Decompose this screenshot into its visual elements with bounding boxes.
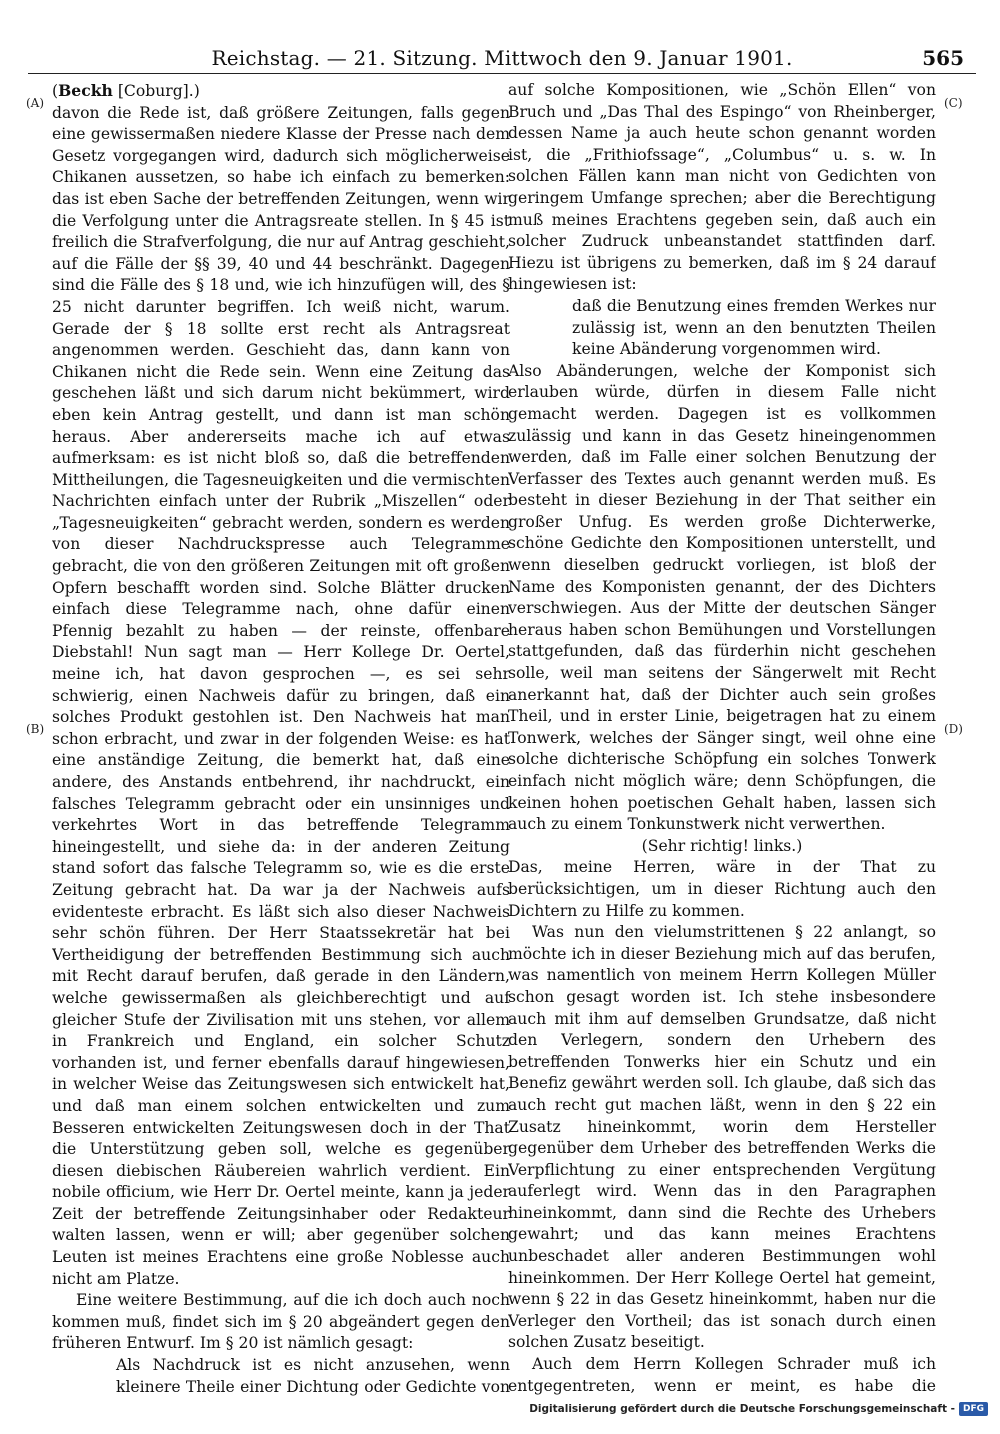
paragraph: Eine weitere Bestimmung, auf die ich doch auch noch kommen muß, findet sich im § 20 abgeändert gegen den früheren Entwurf. Im § 20 ist nämlich gesagt: — [52, 1291, 510, 1353]
speaker-name: Beckh — [58, 81, 113, 100]
margin-mark-a: (A) — [26, 96, 45, 110]
right-column — [508, 80, 936, 1400]
speaker-place: [Coburg].) — [117, 82, 200, 100]
interjection: (Sehr richtig! links.) — [641, 836, 803, 855]
credit-text: Digitalisierung gefördert durch die Deutsche Forschungsgemeinschaft - — [529, 1403, 955, 1415]
digitization-credit — [529, 1398, 988, 1420]
speaker-line: (Beckh [Coburg].) — [52, 81, 200, 100]
block-quote: Als Nachdruck ist es nicht anzusehen, wenn kleinere Theile einer Dichtung oder Gedichte von — [116, 1356, 510, 1396]
paragraph: Was nun den vielumstrittenen § 22 anlangt, so möchte ich in dieser Beziehung mich auf das berufen, was namentlich von meinem Herrn Kollegen Müller schon gesagt worden ist. Ich stehe insbesondere auch mit ihm auf demselben Grundsatze, daß nicht den Verlegern, sondern den Urhebern des betreffenden Tonwerks hier ein Schutz und ein Benefiz gewährt werden soll. Ich glaube, daß sich das auch recht gut machen läßt, wenn in den § 22 ein Zusatz hineinkommt, worin dem Hersteller gegenüber dem Urheber des betreffenden Werks die Verpflichtung zu einer entsprechenden Vergütung auferlegt wird. Wenn das in den Paragraphen hineinkommt, dann sind die Rechte des Urhebers gewahrt; und das kann meines Erachtens unbeschadet aller anderen Bestimmungen wohl hineinkommen. Der Herr Kollege Oertel hat gemeint, wenn § 22 in das Gesetz hineinkommt, haben nur die Verleger den Vortheil; das ist sonach durch einen solchen Zusatz beseitigt. — [508, 923, 936, 1352]
margin-mark-c: (C) — [944, 96, 963, 110]
page-number: 565 — [922, 46, 964, 70]
paragraph: Auch dem Herrn Kollegen Schrader muß ich entgegentreten, wenn er meint, es habe die — [508, 1355, 936, 1395]
paragraph: auf solche Kompositionen, wie „Schön Ellen“ von Bruch und „Das Thal des Espingo“ von Rheinberger, dessen Name ja auch heute schon genannt worden ist, die „Frithiofssage“, „Columbus“ u. s. w. In solchen Fällen kann man nicht von Gedichten von geringem Umfange sprechen; aber die Berechtigung muß meines Erachtens gegeben sein, daß auch ein solcher Zudruck unbeanstandet stattfinden darf. Hiezu ist übrigens zu bemerken, daß im § 24 darauf hingewiesen ist: — [508, 81, 936, 294]
running-title: Reichstag. — 21. Sitzung. Mittwoch den 9. Januar 1901. — [211, 46, 793, 70]
dfg-logo-icon: DFG — [959, 1402, 988, 1416]
margin-mark-b: (B) — [26, 722, 45, 736]
page-header — [28, 40, 976, 74]
left-column — [52, 80, 510, 1400]
paragraph: davon die Rede ist, daß größere Zeitungen, falls gegen eine gewissermaßen niedere Klasse der Presse nach dem Gesetz vorgegangen wird, dadurch sich möglicherweise Chikanen aussetzen, so habe ich einfach zu bemerken: das ist eben Sache der betreffenden Zeitungen, wenn wir die Verfolgung unter die Antragsreate stellen. In § 45 ist freilich die Strafverfolgung, die nur auf Antrag geschieht, auf die Fälle der §§ 39, 40 und 44 beschränkt. Dagegen sind die Fälle des § 18 und, wie ich hinzufügen will, des § 25 nicht darunter begriffen. Ich weiß nicht, warum. Gerade der § 18 sollte erst recht als Antragsreat angenommen werden. Geschieht das, dann kann von Chikanen nicht die Rede sein. Wenn eine Zeitung das geschehen läßt und sich darum nicht bekümmert, wird eben kein Antrag gestellt, und dann ist man schön heraus. Aber andererseits mache ich auf etwas aufmerksam: es ist nicht bloß so, daß die betreffenden Mittheilungen, die Tagesneuigkeiten und die vermischten Nachrichten einfach unter der Rubrik „Miszellen“ oder „Tagesneuigkeiten“ gebracht werden, sondern es werden von dieser Nachdruckspresse auch Telegramme gebracht, die von den größeren Zeitungen mit oft großen Opfern beschafft worden sind. Solche Blätter drucken einfach diese Telegramme nach, ohne dafür einen Pfennig bezahlt zu haben — der reinste, offenbare Diebstahl! Nun sagt man — Herr Kollege Dr. Oertel, meine ich, hat davon gesprochen —, es sei sehr schwierig, einen Nachweis dafür zu bringen, daß ein solches Produkt gestohlen ist. Den Nachweis hat man schon erbracht, und zwar in der folgenden Weise: es hat eine anständige Zeitung, die bemerkt hat, daß eine andere, des Anstands entbehrend, ihr nachdruckt, ein falsches Telegramm gebracht oder ein unsinniges und verkehrtes Wort in das betreffende Telegramm hineingestellt, und siehe da: in der anderen Zeitung stand sofort das falsche Telegramm so, wie es die erste Zeitung gebracht hat. Da war ja der Nachweis aufs evidenteste erbracht. Es läßt sich also dieser Nachweis sehr schön führen. Der Herr Staatssekretär hat bei Vertheidigung der betreffenden Bestimmung sich auch mit Recht darauf berufen, daß gerade in den Ländern, welche gewissermaßen als gleichberechtigt und auf gleicher Stufe der Zivilisation mit uns stehen, vor allem in Frankreich und England, ein solcher Schutz vorhanden ist, und ferner ebenfalls darauf hingewiesen, in welcher Weise das Zeitungswesen sich entwickelt hat, und daß man einem solchen entwickelten und zum Besseren entwickelten Zeitungswesen doch in der That die Unterstützung geben soll, welche es gegenüber diesen diebischen Räubereien wahrlich verdient. Ein nobile officium, wie Herr Dr. Oertel meinte, kann ja jeder Zeit der betreffende Zeitungsinhaber oder Redakteur walten lassen, wenn er will; aber gegenüber solchen Leuten ist meines Erachtens eine große Noblesse auch nicht am Platze. — [52, 103, 510, 1288]
paragraph: Das, meine Herren, wäre in der That zu berücksichtigen, um in dieser Richtung auch den Dichtern zu Hilfe zu kommen. — [508, 858, 936, 920]
block-quote: daß die Benutzung eines fremden Werkes nur zulässig ist, wenn an den benutzten Theilen keine Abänderung vorgenommen wird. — [572, 296, 936, 359]
margin-mark-d: (D) — [944, 722, 963, 736]
paragraph: Also Abänderungen, welche der Komponist sich erlauben würde, dürfen in diesem Falle nicht gemacht werden. Dagegen ist es vollkommen zulässig und kann in das Gesetz hineingenommen werden, daß im Falle einer solchen Benutzung der Verfasser des Textes auch genannt werden muß. Es besteht in dieser Beziehung in der That seither ein großer Unfug. Es werden große Dichterwerke, schöne Gedichte den Kompositionen unterstellt, und wenn dieselben gedruckt vorliegen, ist bloß der Name des Komponisten genannt, der des Dichters verschwiegen. Aus der Mitte der deutschen Sänger heraus haben schon Bemühungen und Vorstellungen stattgefunden, daß das fürderhin nicht geschehen solle, weil man seitens der Sängerwelt mit Recht anerkannt hat, daß der Dichter auch sein großes Theil, und in erster Linie, beigetragen hat zu einem Tonwerk, welches der Sänger singt, weil ohne eine solche dichterische Schöpfung ein solches Tonwerk einfach nicht möglich wäre; denn Schöpfungen, die keinen hohen poetischen Gehalt haben, lassen sich auch zu einem Tonkunstwerk nicht verwerthen. — [508, 361, 936, 834]
